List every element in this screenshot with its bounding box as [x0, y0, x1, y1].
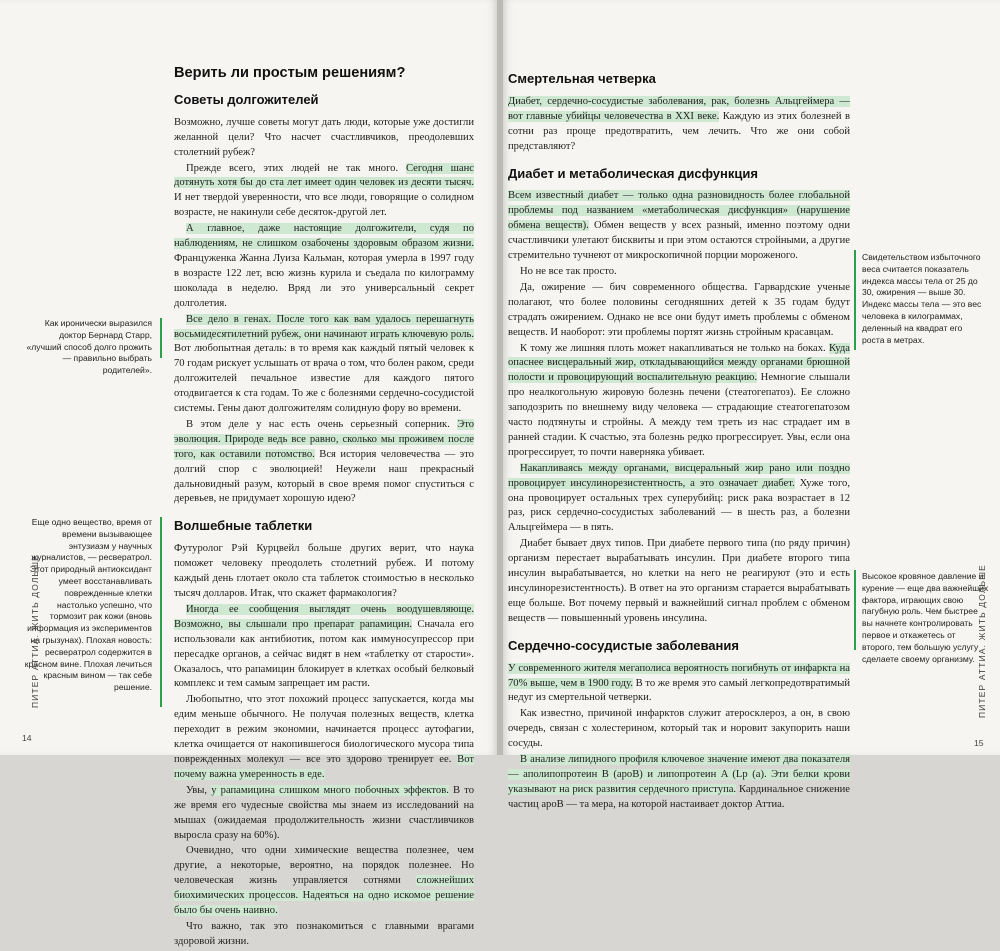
section-title-longevity-tips: Советы долгожителей	[174, 91, 319, 107]
left-page	[0, 0, 497, 947]
paragraph: Увы, у рапамицина слишком много побочных эффектов. В то же время его чудесные свойства мы знаем из исследований на мышах (ожидаемая продолжительность жизни счастливчиков выросла сразу на 60%).	[174, 784, 474, 841]
highlight: Иногда ее сообщения выглядят очень воодушевляюще. Возможно, вы слышали про препарат рапамицин.	[174, 603, 474, 630]
highlight: Это эволюция. Природе ведь все равно, сколько мы проживем после того, как оставили потомство.	[174, 418, 474, 460]
paragraph: Возможно, лучше советы могут дать люди, которые уже достигли желанной цели? Что насчет счастливчиков, преодолевших столетний рубеж?	[174, 116, 474, 158]
paragraph: Что важно, так это познакомиться с главными врагами здоровой жизни.	[174, 920, 474, 947]
paragraph: Всем известный диабет — только одна разновидность более глобальной проблемы под названием «метаболическая дисфункция» (нарушение обмена веществ). Обмен веществ у всех разный, именно поэтому одни счастливчики улетают бисквиты и при этом остаются стройными, а другие стремительно тучнеют от микроскопичной порции мороженого.	[508, 190, 850, 262]
section-title-magic-pills: Волшебные таблетки	[174, 518, 313, 534]
paragraph: Диабет, сердечно-сосудистые заболевания, рак, болезнь Альцгеймера — вот главные убийцы человечества в XXI веке. Каждую из этих болезней в сотни раз проще предотвратить, чем лечить. Что же они собой представляют?	[508, 95, 850, 152]
highlight: у рапамицина слишком много побочных эффектов.	[211, 784, 449, 796]
page-number: 14	[22, 733, 32, 743]
running-head: ПИТЕР АТТИА. ЖИТЬ ДОЛЬШЕ	[977, 564, 987, 718]
paragraph: К тому же лишняя плоть может накапливаться не только на боках. Куда опаснее висцеральный жир, откладывающийся между органами брюшной полости и провоцирующий воспалительную реакцию. Немногие слышали про неалкогольную жировую болезнь печени (стеатогепатоз). Ее сложно заподозрить по внешнему виду человека — страдающие стеатогепатозом часто подтянуты и стройны. А между тем треть из нас страдает им в ранней стадии. К счастью, эта болезнь редко прогрессирует. Увы, если она прогрессирует, то почти наверняка убивает.	[508, 342, 850, 458]
paragraph: Но не все так просто.	[520, 265, 617, 277]
section-title-cardiovascular: Сердечно-сосудистые заболевания	[508, 637, 739, 653]
sidenote-rule	[854, 250, 856, 350]
section-title-deadly-four: Смертельная четверка	[508, 71, 656, 86]
sidenote-rule	[854, 570, 856, 650]
paragraph: Иногда ее сообщения выглядят очень воодушевляюще. Возможно, вы слышали про препарат рапамицин. Сначала его использовали как антибиотик, потом как иммуносупрессор при пересадке органов, а сейчас видят в нем «таблетку от старости». Оказалось, что рапамицин блокирует в клетках особый белковый комплекс и тем самым запрещает им расти.	[174, 603, 474, 690]
highlight: сложнейших биохимических процессов. Надеяться на одно искомое решение было бы очень наивно.	[174, 875, 474, 917]
sidenote-resveratrol: Еще одно вещество, время от времени вызывающее энтузиазм у научных журналистов, — ресвератрол. Этот природный антиоксидант умеет восстанавливать поврежденные клетки настолько успешно, что тормозит рак кожи (вновь информация из экспериментов на грызунах). Плохая новость: ресвератрол содержится в красном вине. Плохая лечиться красным вином — так себе решение.	[24, 517, 152, 693]
paragraph: У современного жителя мегаполиса вероятность погибнуть от инфаркта на 70% выше, чем в 1900 году. В то же время это самый легкопредотвратимый недуг из смертельной четверки.	[508, 662, 851, 704]
sidenote-bmi: Свидетельством избыточного веса считается показатель индекса массы тела от 25 до 30, ожирения — выше 30. Индекс массы тела — это вес человека в килограммах, деленный на квадрат его роста в метрах.	[862, 252, 982, 345]
sidenote-rule	[160, 318, 162, 358]
highlight: Куда опаснее висцеральный жир, откладывающийся между органами брюшной полости и провоцирующий воспалительную реакцию.	[508, 342, 850, 384]
paragraph: Накапливаясь между органами, висцеральный жир рано или поздно провоцирует инсулинорезистентность, а это означает диабет. Хуже того, она провоцирует остальных трех суперубийц: риск рака возрастает в 12 раз, риск сердечно-сосудистых заболеваний — в шесть раз, а болезни Альцгеймера — в пять.	[508, 462, 850, 534]
highlight: Диабет, сердечно-сосудистые заболевания, рак, болезнь Альцгеймера — вот главные убийцы человечества в XXI веке.	[508, 95, 850, 122]
paragraph: В этом деле у нас есть очень серьезный соперник. Это эволюция. Природе ведь все равно, сколько мы проживем после того, как оставили потомство. Вся история человечества — это долгий спор с эволюцией! Неужели наш прекрасный дальновидный разум, который в свое время помог спуститься с деревьев, не придумает хорошую идею?	[174, 418, 474, 505]
paragraph: Любопытно, что этот похожий процесс запускается, когда мы едим меньше обычного. Не получая полезных веществ, клетка переходит в режим экономии, начинается процесс аутофагии, клетка очищается от накопившегося биологического мусора типа поврежденных молекул — все это здорово тренирует ее. Вот почему важна умеренность в еде.	[174, 694, 474, 780]
section-title-diabetes: Диабет и метаболическая дисфункция	[508, 165, 758, 181]
left-text-column	[174, 56, 474, 951]
paragraph: Прежде всего, этих людей не так много. Сегодня шанс дотянуть хотя бы до ста лет имеет один человек из десяти тысяч. И нет твердой уверенности, что все люди, говорящие о солидном возрасте, не накинули себе десяток-другой лет.	[174, 162, 474, 219]
paragraph: Все дело в генах. После того как вам удалось перешагнуть восьмидесятилетний рубеж, они начинают играть ключевую роль. Вот любопытная деталь: в то время как каждый пятый человек к 70 годам рискует услышать от врача о том, что болен раком, среди долгожителей печальное известие для каждого пятого отодвигается к ста годам. То же с болезнями сердечно-сосудистой системы. Гены дают долгожителям солидную фору во времени.	[174, 313, 474, 415]
paragraph: Диабет бывает двух типов. При диабете первого типа (по ряду причин) организм перестает вырабатывать инсулин. При диабете второго типа инсулин вырабатывается, но клетки на него не реагируют (это и есть инсулинорезистентность). В ответ на это организм старается вырабатывать еще больше. Вот почему первый и важнейший сигнал проблем с обменом веществ — повышенный уровень инсулина.	[508, 538, 850, 624]
highlight: Сегодня шанс дотянуть хотя бы до ста лет имеет один человек из десяти тысяч.	[174, 162, 474, 189]
right-page	[503, 0, 1000, 810]
paragraph: А главное, даже настоящие долгожители, судя по наблюдениям, не слишком озабочены здоровым образом жизни. Француженка Жанна Луиза Кальман, которая умерла в 1997 году в возрасте 122 лет, всю жизнь курила и съедала по килограмму шоколада в неделю. Вряд ли это универсальный секрет долголетия.	[174, 223, 474, 309]
running-head: ПИТЕР АТТИА. ЖИТЬ ДОЛЬШЕ	[30, 554, 40, 708]
paragraph: Футуролог Рэй Курцвейл больше других верит, что наука поможет человеку преодолеть столетний рубеж. И потому каждый день глотает около ста таблеток стоимостью в несколько тысяч долларов. Итак, что скажет фармакология?	[174, 543, 474, 599]
sidenote-rule	[160, 517, 162, 707]
highlight: У современного жителя мегаполиса вероятность погибнуть от инфаркта на 70% выше, чем в 1900 году.	[508, 662, 850, 689]
highlight: Всем известный диабет — только одна разновидность более глобальной проблемы под названием «метаболическая дисфункция» (нарушение обмена веществ).	[508, 190, 850, 232]
highlight: Накапливаясь между органами, висцеральный жир рано или поздно провоцирует инсулинорезистентность, а это означает диабет.	[508, 462, 850, 489]
right-text-column	[508, 60, 850, 814]
highlight: Вот почему важна умеренность в еде.	[174, 753, 474, 780]
highlight: В анализе липидного профиля ключевое значение имеют два показателя — аполипопротеин B (apoB) и липопротеин A (Lp (a). Эти белки крови указывают на риск развития сердечного приступа.	[508, 754, 850, 795]
sidenote-starr-quote: Как иронически выразился доктор Бернард Старр, «лучший способ долго прожить — правильно выбрать родителей».	[26, 318, 152, 376]
paragraph: В анализе липидного профиля ключевое значение имеют два показателя — аполипопротеин B (apoB) и липопротеин A (Lp (a). Эти белки крови указывают на риск развития сердечного приступа. Кардинальное снижение частиц apoB — та мера, на которой настаивает доктор Аттиа.	[508, 754, 850, 810]
chapter-title: Верить ли простым решениям?	[174, 65, 406, 81]
highlight: А главное, даже настоящие долгожители, судя по наблюдениям, не слишком озабочены здоровым образом жизни.	[174, 223, 474, 250]
paragraph: Очевидно, что одни химические вещества полезнее, чем другие, а некоторые, вероятно, на порядок полезнее. Но человеческая жизнь управляется сотнями сложнейших биохимических процессов. Надеяться на одно искомое решение было бы очень наивно.	[174, 845, 474, 917]
highlight: Все дело в генах. После того как вам удалось перешагнуть восьмидесятилетний рубеж, они начинают играть ключевую роль.	[174, 313, 474, 340]
paragraph: Как известно, причиной инфарктов служит атеросклероз, а он, в свою очередь, связан с холестерином, который так и норовит закупорить наши сосуды.	[508, 708, 850, 750]
paragraph: Да, ожирение — бич современного общества. Гарвардские ученые полагают, что более половины сегодняшних детей к 35 годам будут страдать ожирением. Однако не все они будут иметь проблемы с обменом веществ. И наоборот: эти проблемы портят жизнь стройным красавцам.	[508, 281, 850, 338]
sidenote-blood-pressure: Высокое кровяное давление и курение — еще два важнейших фактора, играющих свою пагубную роль. Чем быстрее вы начнете контролировать первое и откажетесь от второго, тем большую услугу сделаете своему организму.	[862, 571, 989, 664]
page-number: 15	[974, 738, 984, 748]
